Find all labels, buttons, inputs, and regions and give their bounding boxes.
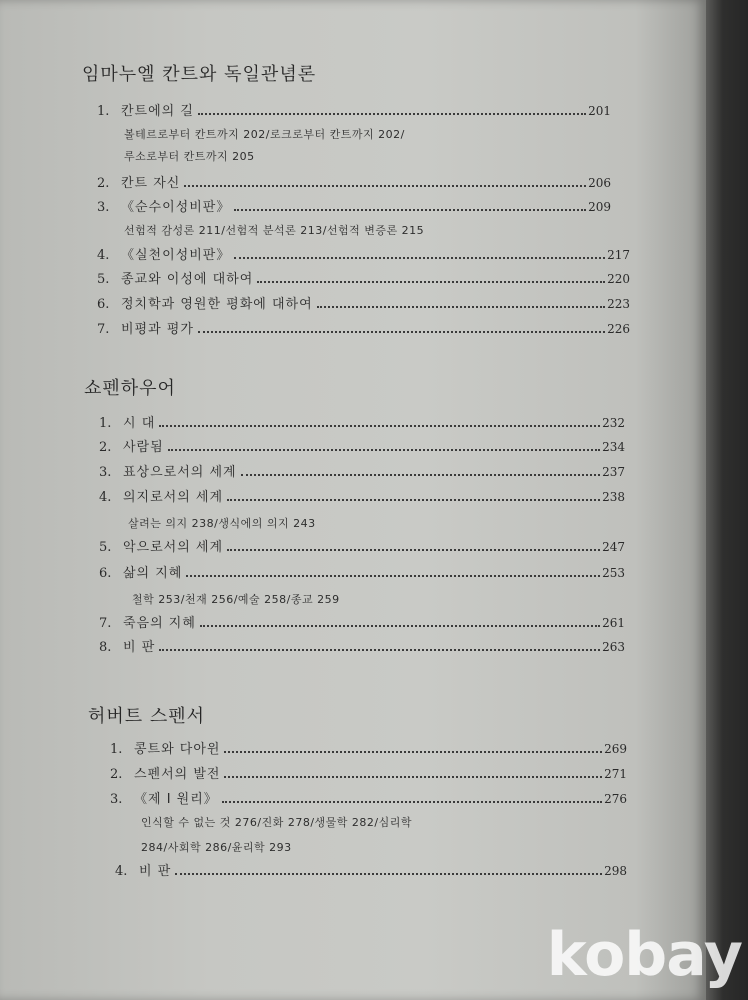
- book-edge: [706, 0, 748, 1000]
- entry-title: 사람됨: [123, 440, 164, 455]
- entry-title: 의지로서의 세계: [123, 490, 224, 505]
- toc-entry: [99, 412, 625, 432]
- sub-topics: 284/사회학 286/윤리학 293: [141, 841, 292, 854]
- leader-dots: [241, 474, 600, 476]
- toc-entry: [99, 562, 625, 582]
- toc-entry: [115, 860, 627, 880]
- entry-number: 2.: [97, 176, 110, 191]
- leader-dots: [234, 209, 586, 211]
- entry-title: 《순수이성비판》: [121, 200, 231, 215]
- entry-title: 표상으로서의 세계: [123, 465, 237, 480]
- entry-title: 죽음의 지혜: [123, 616, 196, 631]
- entry-page: 253: [602, 566, 625, 580]
- leader-dots: [224, 776, 602, 778]
- entry-number: 3.: [110, 792, 123, 807]
- entry-title: 칸트 자신: [121, 176, 181, 191]
- entry-number: 3.: [99, 465, 112, 480]
- entry-page: 269: [604, 742, 627, 756]
- entry-number: 4.: [115, 864, 128, 879]
- toc-entry: [97, 172, 611, 192]
- toc-entry: [99, 486, 625, 506]
- entry-page: 206: [588, 176, 611, 190]
- leader-dots: [234, 257, 605, 259]
- entry-number: 1.: [97, 104, 110, 119]
- entry-number: 1.: [99, 416, 112, 431]
- leader-dots: [186, 575, 600, 577]
- entry-page: 226: [607, 322, 630, 336]
- toc-entry: [99, 636, 625, 656]
- leader-dots: [227, 549, 600, 551]
- leader-dots: [175, 873, 602, 875]
- leader-dots: [159, 425, 600, 427]
- sub-topics: 루소로부터 칸트까지 205: [124, 150, 255, 163]
- entry-page: 223: [607, 297, 630, 311]
- section-title-spencer: 허버트 스펜서: [88, 706, 206, 727]
- entry-page: 261: [602, 616, 625, 630]
- toc-entry: [97, 293, 630, 313]
- entry-page: 247: [602, 540, 625, 554]
- sub-topics: 살려는 의지 238/생식에의 의지 243: [128, 517, 316, 530]
- entry-page: 201: [588, 104, 611, 118]
- toc-entry: [99, 436, 625, 456]
- entry-page: 263: [602, 640, 625, 654]
- entry-page: 298: [604, 864, 627, 878]
- entry-page: 217: [607, 248, 630, 262]
- section-title-schopenhauer: 쇼펜하우어: [84, 378, 176, 399]
- sub-topics: 철학 253/천재 256/예술 258/종교 259: [132, 593, 340, 606]
- entry-number: 3.: [97, 200, 110, 215]
- entry-title: 칸트에의 길: [121, 104, 194, 119]
- entry-page: 238: [602, 490, 625, 504]
- entry-number: 8.: [99, 640, 112, 655]
- sub-topics: 볼테르로부터 칸트까지 202/로크로부터 칸트까지 202/: [124, 128, 405, 141]
- entry-title: 악으로서의 세계: [123, 540, 224, 555]
- leader-dots: [257, 281, 605, 283]
- entry-title: 《실천이성비판》: [121, 248, 231, 263]
- entry-title: 비 판: [123, 640, 156, 655]
- leader-dots: [200, 625, 600, 627]
- entry-title: 스펜서의 발전: [134, 767, 221, 782]
- entry-title: 《제 I 원리》: [134, 792, 218, 807]
- leader-dots: [224, 751, 602, 753]
- entry-number: 7.: [97, 322, 110, 337]
- entry-number: 6.: [99, 566, 112, 581]
- entry-title: 비평과 평가: [121, 322, 194, 337]
- entry-number: 7.: [99, 616, 112, 631]
- leader-dots: [227, 499, 600, 501]
- entry-page: 209: [588, 200, 611, 214]
- entry-number: 5.: [99, 540, 112, 555]
- entry-title: 시 대: [123, 416, 156, 431]
- entry-page: 276: [604, 792, 627, 806]
- toc-entry: [97, 244, 630, 264]
- entry-title: 종교와 이성에 대하여: [121, 272, 254, 287]
- entry-page: 234: [602, 440, 625, 454]
- watermark-logo: kobay: [546, 920, 742, 990]
- toc-entry: [110, 788, 627, 808]
- entry-page: 220: [607, 272, 630, 286]
- toc-entry: [99, 612, 625, 632]
- toc-entry: [110, 763, 627, 783]
- entry-number: 4.: [97, 248, 110, 263]
- toc-entry: [110, 738, 627, 758]
- entry-title: 콩트와 다아윈: [134, 742, 221, 757]
- entry-number: 4.: [99, 490, 112, 505]
- toc-entry: [97, 268, 630, 288]
- toc-entry: [97, 100, 611, 120]
- leader-dots: [317, 306, 605, 308]
- leader-dots: [198, 331, 605, 333]
- toc-entry: [97, 196, 611, 216]
- entry-title: 정치학과 영원한 평화에 대하여: [121, 297, 313, 312]
- toc-entry: [97, 318, 630, 338]
- entry-number: 6.: [97, 297, 110, 312]
- leader-dots: [168, 449, 600, 451]
- section-title-kant: 임마누엘 칸트와 독일관념론: [82, 64, 317, 85]
- toc-entry: [99, 461, 625, 481]
- entry-title: 삶의 지혜: [123, 566, 183, 581]
- entry-page: 271: [604, 767, 627, 781]
- entry-number: 1.: [110, 742, 123, 757]
- sub-topics: 인식할 수 없는 것 276/진화 278/생물학 282/심리학: [141, 816, 412, 829]
- entry-number: 5.: [97, 272, 110, 287]
- toc-entry: [99, 536, 625, 556]
- sub-topics: 선험적 감성론 211/선험적 분석론 213/선험적 변증론 215: [124, 224, 425, 237]
- entry-number: 2.: [99, 440, 112, 455]
- entry-title: 비 판: [139, 864, 172, 879]
- entry-page: 232: [602, 416, 625, 430]
- leader-dots: [198, 113, 586, 115]
- entry-number: 2.: [110, 767, 123, 782]
- leader-dots: [159, 649, 600, 651]
- leader-dots: [222, 801, 602, 803]
- leader-dots: [184, 185, 586, 187]
- entry-page: 237: [602, 465, 625, 479]
